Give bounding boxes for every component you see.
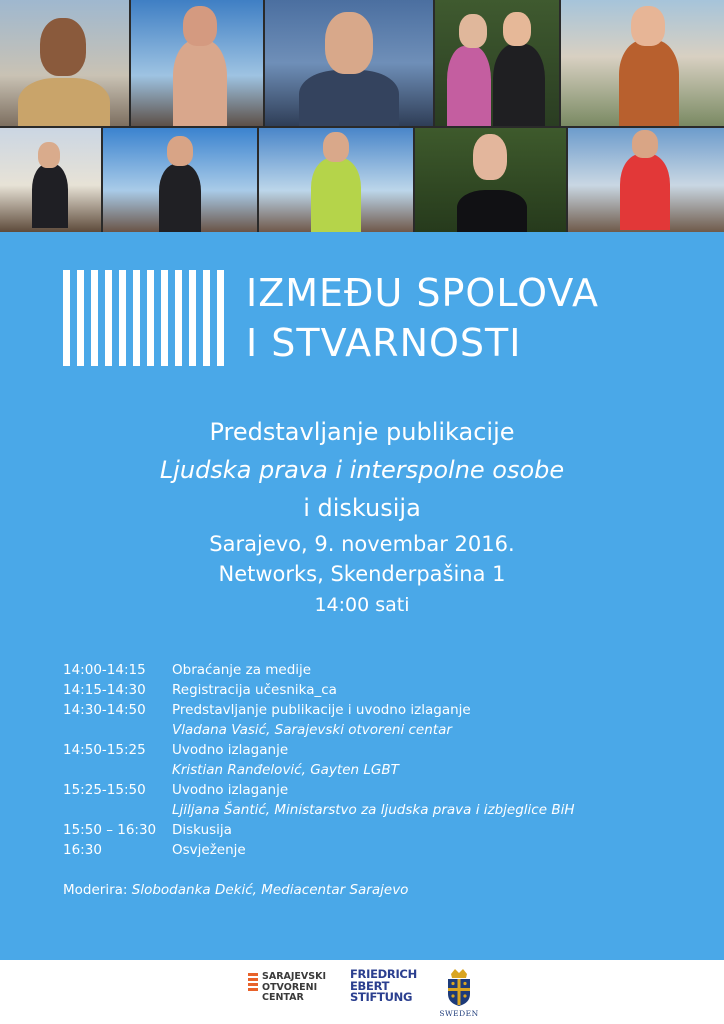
- agenda-item: Diskusija: [172, 822, 232, 838]
- soc-logo: [248, 970, 340, 1020]
- agenda-item: Uvodno izlaganje: [172, 742, 289, 758]
- agenda-time: 14:50-15:25: [63, 742, 146, 758]
- agenda-speaker-row: [63, 760, 683, 780]
- agenda-item: Predstavljanje publikacije i uvodno izlaganje: [172, 702, 471, 718]
- agenda-time: 15:50 – 16:30: [63, 822, 157, 838]
- title-line-2: I STVARNOSTI: [246, 321, 522, 365]
- agenda-row: [63, 840, 683, 860]
- title-line-1: IZMEĐU SPOLOVA: [246, 271, 599, 315]
- agenda-speaker: Kristian Ranđelović, Gayten LGBT: [172, 762, 399, 778]
- publication-title: Ljudska prava i interspolne osobe: [159, 456, 565, 484]
- event-venue: Networks, Skenderpašina 1: [218, 562, 506, 586]
- agenda-row: [63, 660, 683, 680]
- event-discussion: i diskusija: [303, 494, 421, 522]
- agenda-row: [63, 780, 683, 800]
- portrait-photo: [131, 0, 263, 126]
- portrait-photo: [435, 0, 559, 126]
- page-title: [246, 268, 599, 368]
- portrait-photo: [415, 128, 566, 232]
- portrait-photo: [568, 128, 724, 232]
- agenda-row: [63, 740, 683, 760]
- agenda-time: 14:00-14:15: [63, 662, 146, 678]
- portrait-photo: [0, 0, 129, 126]
- agenda-time: 14:15-14:30: [63, 682, 146, 698]
- portrait-photo: [259, 128, 413, 232]
- soc-line-2: OTVORENI: [262, 981, 318, 993]
- agenda-row: [63, 820, 683, 840]
- sweden-label: SWEDEN: [439, 1009, 479, 1018]
- event-heading: Predstavljanje publikacije: [209, 418, 515, 446]
- soc-logo-text: [262, 972, 326, 1004]
- moderator-line: [63, 882, 408, 898]
- soc-mark-icon: [248, 973, 258, 993]
- agenda-item: Obraćanje za medije: [172, 662, 312, 678]
- sponsor-footer: [0, 960, 724, 1024]
- agenda-speaker: Ljiljana Šantić, Ministarstvo za ljudska prava i izbjeglice BiH: [172, 802, 575, 818]
- agenda-list: [63, 660, 683, 860]
- agenda-row: [63, 680, 683, 700]
- fes-line-3: STIFTUNG: [350, 990, 413, 1004]
- agenda-speaker-row: [63, 800, 683, 820]
- fes-line-2: EBERT: [350, 978, 390, 993]
- portrait-photo: [103, 128, 257, 232]
- fes-logo: [350, 967, 417, 1019]
- agenda-time: 15:25-15:50: [63, 782, 146, 798]
- agenda-time: 14:30-14:50: [63, 702, 146, 718]
- sweden-logo: [439, 966, 479, 1022]
- fes-line-1: FRIEDRICH: [350, 967, 417, 981]
- event-panel: [0, 232, 724, 960]
- photo-collage: [0, 0, 724, 232]
- agenda-speaker-row: [63, 720, 683, 740]
- event-time: 14:00 sati: [314, 594, 410, 616]
- soc-line-3: CENTAR: [262, 992, 304, 1003]
- agenda-time: 16:30: [63, 842, 102, 858]
- agenda-item: Uvodno izlaganje: [172, 782, 289, 798]
- agenda-speaker: Vladana Vasić, Sarajevski otvoreni centar: [172, 722, 452, 738]
- agenda-row: [63, 700, 683, 720]
- sweden-crest-icon: [439, 966, 479, 1008]
- portrait-photo: [265, 0, 433, 126]
- portrait-photo: [0, 128, 101, 232]
- event-date: Sarajevo, 9. novembar 2016.: [209, 532, 515, 556]
- moderator-name: Slobodanka Dekić, Mediacentar Sarajevo: [131, 882, 409, 898]
- soc-line-1: SARAJEVSKI: [262, 971, 326, 982]
- moderator-label: Moderira:: [63, 882, 128, 898]
- portrait-photo: [561, 0, 724, 126]
- agenda-item: Registracija učesnika_ca: [172, 682, 337, 698]
- agenda-item: Osvježenje: [172, 842, 246, 858]
- logo-stripes: [63, 270, 231, 366]
